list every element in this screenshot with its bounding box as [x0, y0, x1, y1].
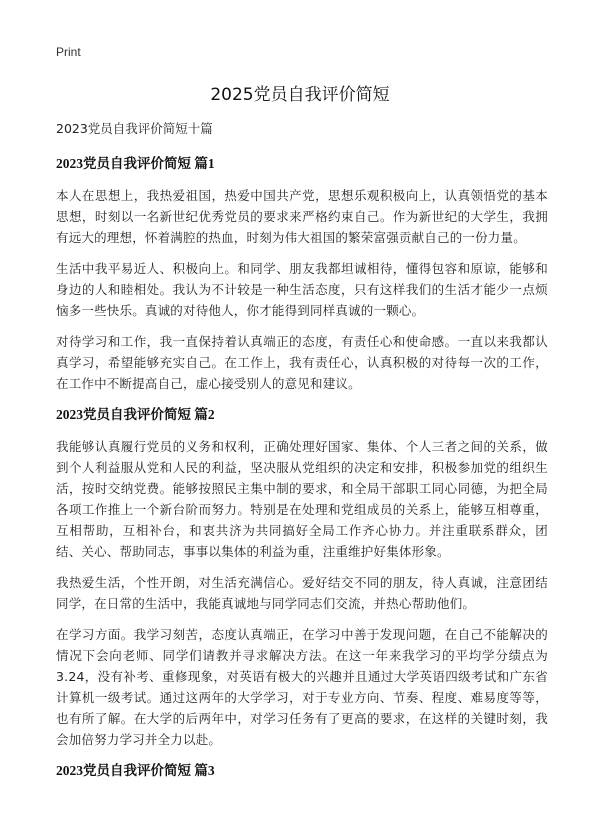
- paragraph: 对待学习和工作，我一直保持着认真端正的态度，有责任心和使命感。一直以来我都认真学习，希望能够充实自己。在工作上，我有责任心，认真积极的对待每一次的工作，在工作中不断提高自己，虚心接受别人的意见和建议。: [56, 334, 548, 391]
- section-3: [56, 762, 548, 780]
- section-2: [56, 406, 548, 750]
- section-heading: 2023党员自我评价简短 篇3: [56, 763, 215, 778]
- section-heading: 2023党员自我评价简短 篇2: [56, 407, 215, 422]
- paragraph: 本人在思想上，我热爱祖国，热爱中国共产党，思想乐观积极向上，认真领悟党的基本思想，时刻以一名新世纪优秀党员的要求来严格约束自己。作为新世纪的大学生，我拥有远大的理想，怀着满腔的热血，时刻为伟大祖国的繁荣富强贡献自己的一份力量。: [56, 188, 548, 245]
- paragraph: 在学习方面。我学习刻苦，态度认真端正，在学习中善于发现问题，在自己不能解决的情况下会向老师、同学们请教并寻求解决方法。在这一年来我学习的平均学分绩点为3.24，没有补考、重修现象，对英语有极大的兴趣并且通过大学英语四级考试和广东省计算机一级考试。通过这两年的大学学习，对于专业方向、节奏、程度、难易度等等，也有所了解。在大学的后两年中，对学习任务有了更高的要求，在这样的关键时刻，我会加倍努力学习并全力以赴。: [56, 627, 548, 747]
- article-body: [56, 120, 548, 792]
- article-subtitle: 2023党员自我评价简短十篇: [56, 121, 213, 136]
- paragraph: 我热爱生活，个性开朗，对生活充满信心。爱好结交不同的朋友，待人真诚，注意团结同学，在日常的生活中，我能真诚地与同学同志们交流，并热心帮助他们。: [56, 575, 548, 611]
- print-link[interactable]: Print: [56, 45, 81, 59]
- paragraph: 生活中我平易近人、积极向上。和同学、朋友我都坦诚相待，懂得包容和原谅，能够和身边的人和睦相处。我认为不计较是一种生活态度，只有这样我们的生活才能少一点烦恼多一些快乐。真诚的对待他人，你才能得到同样真诚的一颗心。: [56, 261, 548, 318]
- section-heading: 2023党员自我评价简短 篇1: [56, 156, 215, 171]
- page-title: 2025党员自我评价简短: [210, 85, 390, 105]
- section-1: [56, 155, 548, 394]
- paragraph: 我能够认真履行党员的义务和权利，正确处理好国家、集体、个人三者之间的关系，做到个人利益服从党和人民的利益，坚决服从党组织的决定和安排，积极参加党的组织生活，按时交纳党费。能够按照民主集中制的要求，和全局干部职工同心同德，为把全局各项工作推上一个新台阶而努力。特别是在处理和党组成员的关系上，能够互相尊重，互相帮助，互相补台，和衷共济为共同搞好全局工作齐心协力。并注重联系群众，团结、关心、帮助同志，事事以集体的利益为重，注重维护好集体形象。: [56, 439, 548, 559]
